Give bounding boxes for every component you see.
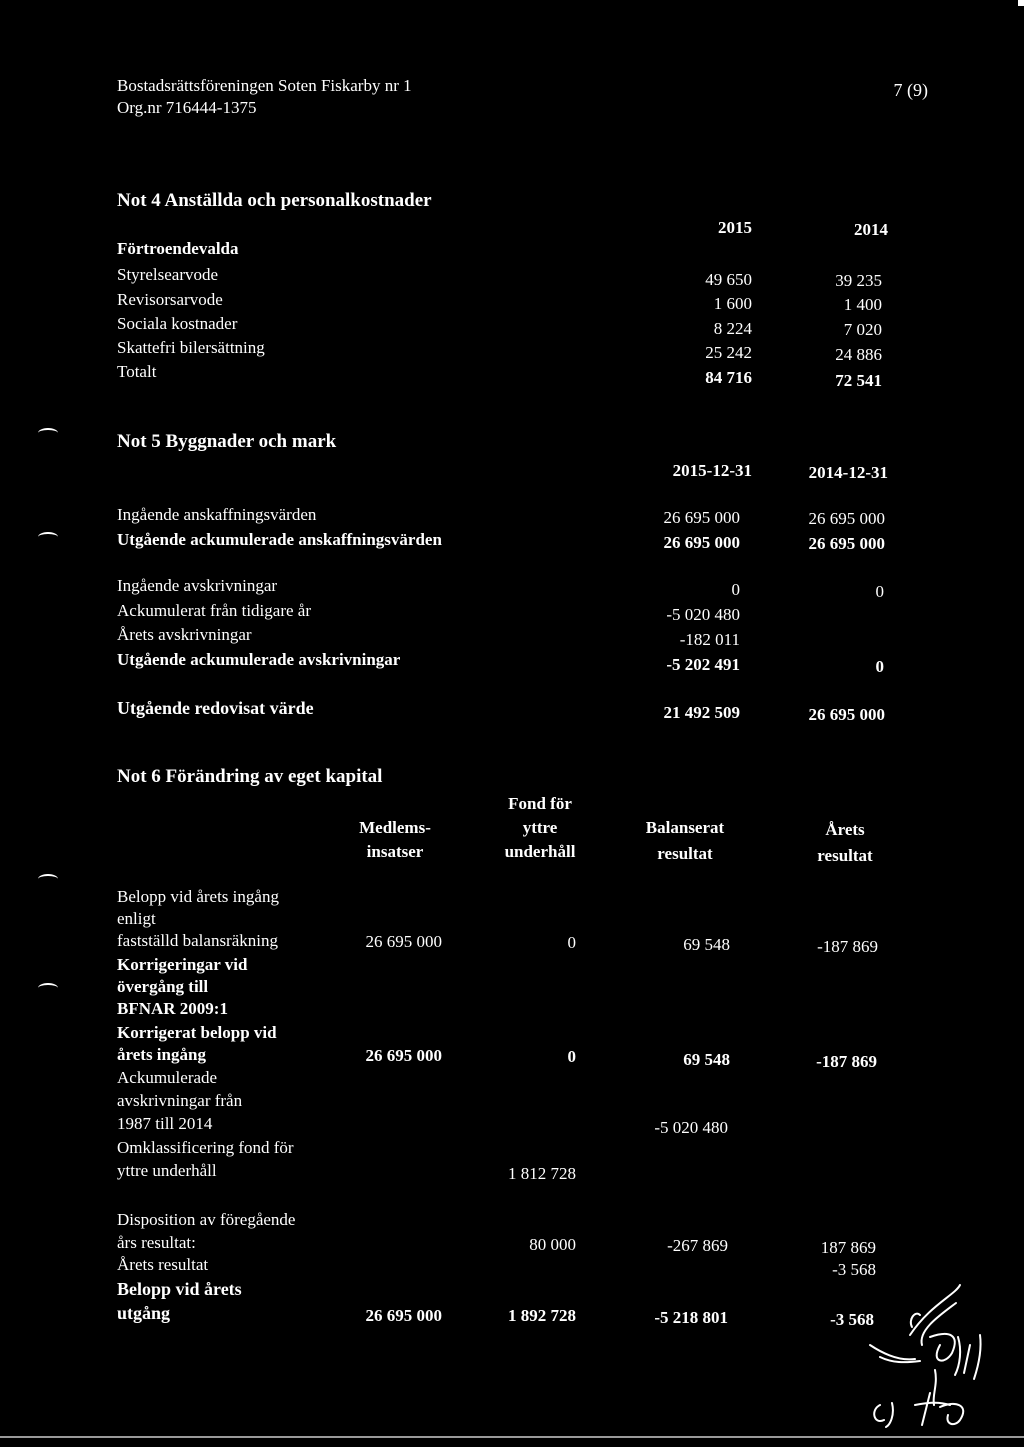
row-label: Revisorsarvode: [117, 290, 223, 309]
row-label-line: Belopp vid årets ingång: [117, 887, 279, 906]
handwritten-initials: [860, 1275, 1000, 1435]
note-5-title: Not 5 Byggnader och mark: [117, 431, 337, 452]
value-2014: 72 541: [835, 371, 882, 390]
row-label: Årets avskrivningar: [117, 625, 252, 644]
value-2014: 0: [875, 657, 884, 676]
column-heading-line: Årets: [825, 820, 865, 839]
row-label-line: Korrigeringar vid: [117, 955, 248, 974]
row-label: Skattefri bilersättning: [117, 338, 265, 357]
value-2015: 26 695 000: [663, 508, 740, 527]
cell-value: 80 000: [529, 1235, 576, 1254]
cell-value: 69 548: [683, 935, 730, 954]
value-2015: -5 020 480: [666, 605, 740, 624]
column-heading-line: resultat: [817, 846, 873, 865]
row-label: Ingående avskrivningar: [117, 576, 278, 595]
cell-value: -3 568: [830, 1310, 874, 1329]
value-2014: 7 020: [843, 320, 882, 339]
value-2014: 26 695 000: [808, 534, 885, 553]
value-2015: 26 695 000: [663, 533, 740, 552]
cell-value: -5 020 480: [654, 1118, 728, 1137]
value-2015: 25 242: [705, 343, 752, 362]
value-2014: 39 235: [835, 271, 882, 290]
page-bottom-edge: [0, 1436, 1024, 1438]
scan-corner-mark: [1018, 0, 1024, 6]
cell-value: 187 869: [820, 1238, 876, 1257]
row-label: Styrelsearvode: [117, 265, 219, 284]
organization-number: Org.nr 716444-1375: [117, 98, 257, 117]
row-label-line: Årets resultat: [117, 1255, 209, 1274]
value-2015: -5 202 491: [666, 655, 740, 674]
organization-name: Bostadsrättsföreningen Soten Fiskarby nr 1: [117, 76, 412, 95]
cell-value: 0: [567, 1047, 576, 1066]
row-label: Utgående redovisat värde: [117, 698, 314, 718]
row-label-line: enligt: [117, 909, 156, 928]
value-2015: -182 011: [679, 630, 740, 649]
note-5-date-2015: 2015-12-31: [672, 461, 752, 480]
row-label-line: BFNAR 2009:1: [117, 999, 228, 1018]
cell-value: -187 869: [817, 937, 878, 956]
cell-value: 26 695 000: [365, 1046, 442, 1065]
value-2014: 1 400: [843, 295, 882, 314]
note-5-date-2014: 2014-12-31: [808, 463, 888, 482]
cell-value: 69 548: [683, 1050, 730, 1069]
page-number: 7 (9): [893, 80, 928, 100]
value-2014: 26 695 000: [808, 509, 885, 528]
value-2015: 21 492 509: [663, 703, 740, 722]
scan-mark: [38, 983, 58, 993]
row-label-line: fastställd balansräkning: [117, 931, 278, 950]
value-2014: 24 886: [835, 345, 882, 364]
row-label-line: Disposition av föregående: [117, 1210, 296, 1229]
row-label: Sociala kostnader: [117, 314, 238, 333]
row-label-line: Korrigerat belopp vid: [117, 1023, 277, 1042]
note-4-year-2014: 2014: [854, 220, 888, 239]
value-2015: 84 716: [705, 368, 752, 387]
row-label-line: Belopp vid årets: [117, 1279, 242, 1299]
value-2015: 8 224: [713, 319, 752, 338]
row-label: Utgående ackumulerade anskaffningsvärden: [117, 530, 442, 549]
row-label-line: Omklassificering fond för: [117, 1138, 294, 1157]
cell-value: -187 869: [816, 1052, 877, 1071]
cell-value: 26 695 000: [365, 1306, 442, 1325]
note-4-year-2015: 2015: [718, 218, 752, 237]
row-label: Ackumulerat från tidigare år: [117, 601, 311, 620]
value-2014: 26 695 000: [808, 705, 885, 724]
cell-value: 0: [567, 933, 576, 952]
row-label-line: utgång: [117, 1303, 171, 1323]
scan-mark: [38, 874, 58, 884]
row-label-line: avskrivningar från: [117, 1091, 243, 1110]
row-label-line: övergång till: [117, 977, 209, 996]
value-2015: 0: [731, 580, 740, 599]
row-label: Utgående ackumulerade avskrivningar: [117, 650, 401, 669]
column-heading-line: insatser: [366, 842, 424, 861]
cell-value: -267 869: [667, 1236, 728, 1255]
column-heading-line: Balanserat: [645, 818, 725, 837]
note-4-title: Not 4 Anställda och personalkostnader: [117, 190, 432, 211]
note-4-section-heading: Förtroendevalda: [117, 239, 239, 258]
row-label-line: årets ingång: [117, 1045, 206, 1064]
column-heading-line: Medlems-: [359, 818, 431, 837]
scan-mark: [38, 428, 58, 438]
value-2015: 1 600: [713, 294, 752, 313]
cell-value: 1 892 728: [508, 1306, 576, 1325]
row-label: Totalt: [117, 362, 157, 381]
column-heading-line: yttre: [522, 818, 558, 837]
cell-value: 26 695 000: [365, 932, 442, 951]
cell-value: -5 218 801: [654, 1308, 728, 1327]
value-2014: 0: [875, 582, 884, 601]
cell-value: -3 568: [832, 1260, 876, 1279]
row-label-line: Ackumulerade: [117, 1068, 218, 1087]
cell-value: 1 812 728: [508, 1164, 576, 1183]
row-label-line: 1987 till 2014: [117, 1114, 213, 1133]
row-label-line: yttre underhåll: [117, 1161, 217, 1180]
row-label: Ingående anskaffningsvärden: [117, 505, 317, 524]
column-heading-line: underhåll: [504, 842, 576, 861]
row-label-line: års resultat:: [117, 1233, 196, 1252]
note-6-title: Not 6 Förändring av eget kapital: [117, 766, 383, 787]
column-heading-line: Fond för: [508, 794, 572, 813]
value-2015: 49 650: [705, 270, 752, 289]
column-heading-line: resultat: [657, 844, 713, 863]
scan-mark: [38, 532, 58, 542]
